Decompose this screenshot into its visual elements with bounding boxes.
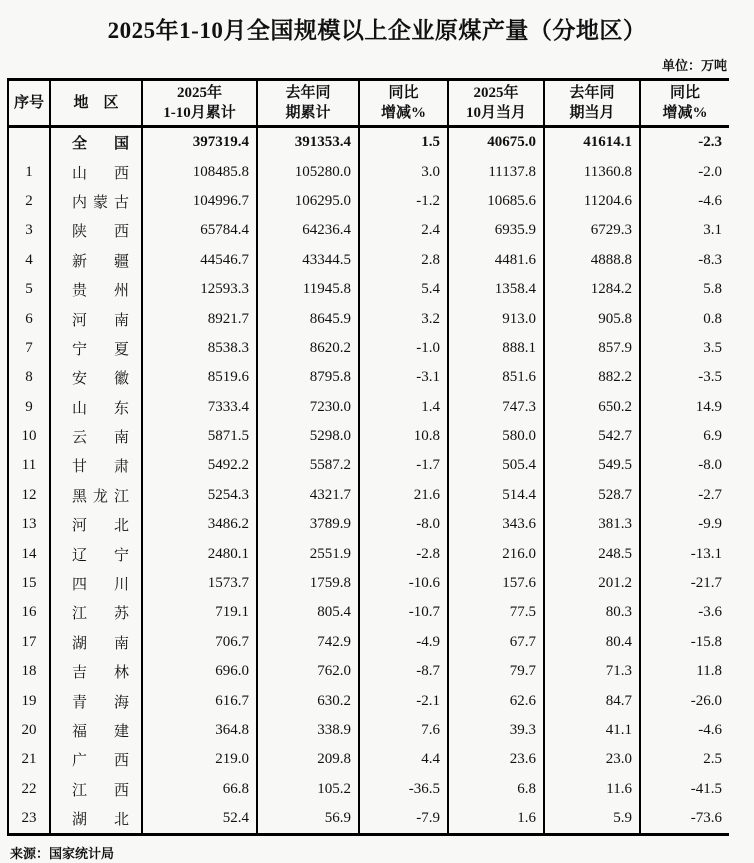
cell-value: -4.6 [698, 722, 722, 738]
cell-region [50, 363, 142, 392]
table-row [8, 628, 729, 657]
cell-value: -3.5 [698, 369, 722, 386]
cell-value: -1.0 [359, 334, 448, 363]
cell-region [50, 775, 142, 804]
cell-value: -7.9 [359, 804, 448, 835]
cell-value: 71.3 [544, 657, 640, 686]
cell-value: 84.7 [544, 686, 640, 715]
region-name: 安徽 [72, 371, 129, 388]
cell-value: 1.6 [448, 804, 544, 835]
page-title: 2025年1-10月全国规模以上企业原煤产量（分地区） [107, 18, 647, 43]
cell-value: 1.4 [359, 393, 448, 422]
region-name: 贵州 [72, 283, 129, 300]
cell-value: 696.0 [142, 657, 257, 686]
cell-value: 8538.3 [142, 334, 257, 363]
cell-value: 747.3 [448, 393, 544, 422]
cell-seq: 18 [8, 657, 50, 686]
cell-value: 5492.2 [142, 451, 257, 480]
table-row [8, 393, 729, 422]
cell-value: 0.8 [703, 310, 722, 327]
cell-value: -4.6 [698, 192, 722, 209]
source-note: 来源：国家统计局 [10, 846, 115, 862]
cell-region [50, 686, 142, 715]
cell-value: 8921.7 [142, 304, 257, 333]
cell-value: 12593.3 [142, 275, 257, 304]
cell-value: 851.6 [448, 363, 544, 392]
cell-value: -21.7 [690, 575, 722, 592]
cell-region [50, 304, 142, 333]
region-name: 广西 [72, 753, 129, 770]
cell-value: 8620.2 [257, 334, 359, 363]
region-name: 河北 [72, 518, 129, 535]
cell-seq: 12 [8, 481, 50, 510]
cell-value: 3486.2 [142, 510, 257, 539]
cell-value: -8.0 [359, 510, 448, 539]
cell-region [50, 745, 142, 774]
cell-value: -1.7 [359, 451, 448, 480]
cell-region [50, 334, 142, 363]
cell-value: -26.0 [690, 692, 722, 709]
cell-value: 79.7 [448, 657, 544, 686]
table-row [8, 187, 729, 216]
cell-region [50, 422, 142, 451]
cell-seq: 5 [8, 275, 50, 304]
cell-value: 21.6 [359, 481, 448, 510]
cell-value: 742.9 [257, 628, 359, 657]
cell-value: -73.6 [690, 810, 722, 827]
cell-value: 4321.7 [257, 481, 359, 510]
cell-value: -3.1 [359, 363, 448, 392]
cell-value: 41.1 [544, 716, 640, 745]
cell-value: 528.7 [544, 481, 640, 510]
table-row [8, 539, 729, 568]
cell-value: 1284.2 [544, 275, 640, 304]
cell-value: -36.5 [359, 775, 448, 804]
table-row [8, 451, 729, 480]
cell-region [50, 246, 142, 275]
cell-value: 8795.8 [257, 363, 359, 392]
cell-value: 209.8 [257, 745, 359, 774]
cell-value: 23.6 [448, 745, 544, 774]
cell-value: 216.0 [448, 539, 544, 568]
cell-seq: 19 [8, 686, 50, 715]
cell-seq: 17 [8, 628, 50, 657]
region-name: 甘肃 [72, 459, 129, 476]
cell-seq: 7 [8, 334, 50, 363]
cell-value: 8519.6 [142, 363, 257, 392]
cell-value: 505.4 [448, 451, 544, 480]
cell-value: -10.7 [359, 598, 448, 627]
cell-value: 5.8 [703, 281, 722, 298]
region-name: 四川 [72, 577, 129, 594]
cell-value: 580.0 [448, 422, 544, 451]
region-name: 江西 [72, 782, 129, 799]
table-row [8, 275, 729, 304]
cell-value: 7333.4 [142, 393, 257, 422]
cell-value: 2.5 [703, 751, 722, 768]
cell-region [50, 275, 142, 304]
cell-region [50, 804, 142, 835]
cell-seq: 1 [8, 157, 50, 186]
cell-value: 381.3 [544, 510, 640, 539]
cell-value: 11.6 [544, 775, 640, 804]
column-header-yoy-oct: 同比 增减% [640, 80, 729, 127]
cell-seq: 13 [8, 510, 50, 539]
cell-value: 343.6 [448, 510, 544, 539]
cell-region [50, 216, 142, 245]
cell-value: -9.9 [698, 516, 722, 533]
cell-value: -2.0 [698, 163, 722, 180]
cell-seq: 20 [8, 716, 50, 745]
cell-value: 248.5 [544, 539, 640, 568]
cell-value: 5298.0 [257, 422, 359, 451]
region-name: 吉林 [72, 665, 129, 682]
cell-value: -4.9 [359, 628, 448, 657]
cell-value: 882.2 [544, 363, 640, 392]
cell-value: 2551.9 [257, 539, 359, 568]
region-name: 江苏 [72, 606, 129, 623]
cell-value: 11.8 [696, 663, 722, 680]
column-header-region: 地 区 [50, 80, 142, 127]
cell-region [50, 598, 142, 627]
cell-seq: 4 [8, 246, 50, 275]
table-row [8, 422, 729, 451]
cell-value: 5254.3 [142, 481, 257, 510]
cell-value: 706.7 [142, 628, 257, 657]
table-row [8, 686, 729, 715]
cell-value: 201.2 [544, 569, 640, 598]
column-header-oct-prev: 去年同 期当月 [544, 80, 640, 127]
cell-value: 52.4 [142, 804, 257, 835]
table-row [8, 716, 729, 745]
cell-seq: 2 [8, 187, 50, 216]
cell-value: 43344.5 [257, 246, 359, 275]
cell-region [50, 451, 142, 480]
cell-value: -15.8 [690, 633, 722, 650]
cell-value: 11360.8 [544, 157, 640, 186]
cell-region [50, 157, 142, 186]
cell-value: 1759.8 [257, 569, 359, 598]
cell-value: 542.7 [544, 422, 640, 451]
region-name: 宁夏 [72, 341, 129, 358]
cell-value: 2480.1 [142, 539, 257, 568]
cell-region [50, 539, 142, 568]
cell-value: 106295.0 [257, 187, 359, 216]
cell-value: 64236.4 [257, 216, 359, 245]
cell-value: -10.6 [359, 569, 448, 598]
region-name: 云南 [72, 430, 129, 447]
cell-value: -2.1 [359, 686, 448, 715]
table-row [8, 246, 729, 275]
cell-value: -2.3 [698, 134, 722, 151]
cell-region [50, 510, 142, 539]
cell-region [50, 628, 142, 657]
cell-value: 338.9 [257, 716, 359, 745]
cell-value: 913.0 [448, 304, 544, 333]
region-name: 山西 [72, 165, 129, 182]
cell-value: -2.7 [698, 486, 722, 503]
cell-seq: 11 [8, 451, 50, 480]
cell-value: 857.9 [544, 334, 640, 363]
region-name: 湖北 [72, 812, 129, 829]
cell-value: 3789.9 [257, 510, 359, 539]
cell-value: -8.7 [359, 657, 448, 686]
cell-value: 391353.4 [257, 127, 359, 158]
cell-seq [8, 127, 50, 158]
cell-value: 1358.4 [448, 275, 544, 304]
cell-seq: 14 [8, 539, 50, 568]
table-row [8, 775, 729, 804]
cell-value: 650.2 [544, 393, 640, 422]
cell-value: -3.6 [698, 604, 722, 621]
cell-seq: 16 [8, 598, 50, 627]
cell-value: 105280.0 [257, 157, 359, 186]
cell-value: 1573.7 [142, 569, 257, 598]
cell-value: 397319.4 [142, 127, 257, 158]
cell-value: -8.3 [698, 251, 722, 268]
region-name: 黑龙江 [72, 488, 129, 505]
cell-value: 62.6 [448, 686, 544, 715]
cell-value: 5.4 [359, 275, 448, 304]
cell-value: 5871.5 [142, 422, 257, 451]
cell-value: 11204.6 [544, 187, 640, 216]
cell-value: 10685.6 [448, 187, 544, 216]
cell-value: 157.6 [448, 569, 544, 598]
cell-value: 3.5 [703, 339, 722, 356]
cell-region [50, 569, 142, 598]
cell-value: 77.5 [448, 598, 544, 627]
cell-value: 80.4 [544, 628, 640, 657]
region-name: 新疆 [72, 253, 129, 270]
cell-value: 4.4 [359, 745, 448, 774]
region-name: 全国 [72, 136, 129, 153]
cell-value: 888.1 [448, 334, 544, 363]
cell-value: -13.1 [690, 545, 722, 562]
table-row [8, 481, 729, 510]
cell-value: 905.8 [544, 304, 640, 333]
cell-value: 66.8 [142, 775, 257, 804]
cell-region [50, 127, 142, 158]
cell-value: 2.8 [359, 246, 448, 275]
cell-value: 6935.9 [448, 216, 544, 245]
cell-value: 805.4 [257, 598, 359, 627]
cell-value: -2.8 [359, 539, 448, 568]
region-name: 福建 [72, 724, 129, 740]
cell-value: 219.0 [142, 745, 257, 774]
cell-value: -8.0 [698, 457, 722, 474]
cell-value: 80.3 [544, 598, 640, 627]
region-name: 河南 [72, 312, 129, 329]
cell-value: 44546.7 [142, 246, 257, 275]
column-header-seq: 序号 [8, 80, 50, 127]
cell-region [50, 481, 142, 510]
cell-value: 14.9 [695, 398, 722, 415]
cell-value: 23.0 [544, 745, 640, 774]
region-name: 湖南 [72, 635, 129, 652]
cell-value: 6.8 [448, 775, 544, 804]
cell-value: 41614.1 [544, 127, 640, 158]
cell-seq: 9 [8, 393, 50, 422]
cell-value: 7230.0 [257, 393, 359, 422]
column-header-cum-2025: 2025年 1-10月累计 [142, 80, 257, 127]
cell-value: 5.9 [544, 804, 640, 835]
table-row [8, 510, 729, 539]
cell-value: 11945.8 [257, 275, 359, 304]
cell-value: -41.5 [690, 780, 722, 797]
cell-value: 7.6 [359, 716, 448, 745]
cell-region [50, 716, 142, 745]
cell-value: 3.2 [359, 304, 448, 333]
cell-value: 1.5 [359, 127, 448, 158]
cell-value: 6.9 [703, 428, 722, 445]
cell-value: 2.4 [359, 216, 448, 245]
cell-value: 616.7 [142, 686, 257, 715]
coal-production-table [7, 78, 729, 836]
table-row [8, 334, 729, 363]
cell-region [50, 393, 142, 422]
table-row [8, 304, 729, 333]
cell-value: 40675.0 [448, 127, 544, 158]
cell-value: 67.7 [448, 628, 544, 657]
cell-value: 6729.3 [544, 216, 640, 245]
cell-seq: 21 [8, 745, 50, 774]
cell-seq: 22 [8, 775, 50, 804]
cell-value: 3.1 [703, 222, 722, 239]
cell-value: 65784.4 [142, 216, 257, 245]
region-name: 陕西 [72, 224, 129, 241]
cell-region [50, 657, 142, 686]
cell-value: 108485.8 [142, 157, 257, 186]
cell-value: 39.3 [448, 716, 544, 745]
region-name: 青海 [72, 694, 129, 711]
cell-seq: 15 [8, 569, 50, 598]
cell-value: 5587.2 [257, 451, 359, 480]
table-row [8, 745, 729, 774]
table-row [8, 598, 729, 627]
cell-value: 104996.7 [142, 187, 257, 216]
region-name: 山东 [72, 400, 129, 417]
cell-value: 105.2 [257, 775, 359, 804]
cell-value: 762.0 [257, 657, 359, 686]
column-header-oct-2025: 2025年 10月当月 [448, 80, 544, 127]
cell-value: 514.4 [448, 481, 544, 510]
cell-value: 630.2 [257, 686, 359, 715]
cell-seq: 6 [8, 304, 50, 333]
cell-value: 719.1 [142, 598, 257, 627]
cell-value: 549.5 [544, 451, 640, 480]
table-row [8, 804, 729, 835]
table-row [8, 216, 729, 245]
cell-value: -1.2 [359, 187, 448, 216]
table-row [8, 363, 729, 392]
cell-value: 8645.9 [257, 304, 359, 333]
table-body [8, 127, 729, 835]
table-row [8, 657, 729, 686]
region-name: 辽宁 [72, 547, 129, 564]
cell-value: 4888.8 [544, 246, 640, 275]
cell-value: 3.0 [359, 157, 448, 186]
cell-value: 56.9 [257, 804, 359, 835]
table-row [8, 127, 729, 158]
column-header-yoy-cum: 同比 增减% [359, 80, 448, 127]
header-row [8, 80, 729, 127]
cell-seq: 8 [8, 363, 50, 392]
table-row [8, 157, 729, 186]
region-name: 内蒙古 [72, 194, 129, 211]
cell-value: 364.8 [142, 716, 257, 745]
cell-region [50, 187, 142, 216]
table-row [8, 569, 729, 598]
cell-value: 11137.8 [448, 157, 544, 186]
cell-seq: 3 [8, 216, 50, 245]
cell-value: 4481.6 [448, 246, 544, 275]
cell-seq: 23 [8, 804, 50, 835]
unit-label: 单位：万吨 [661, 58, 727, 73]
cell-seq: 10 [8, 422, 50, 451]
cell-value: 10.8 [359, 422, 448, 451]
column-header-cum-prev: 去年同 期累计 [257, 80, 359, 127]
